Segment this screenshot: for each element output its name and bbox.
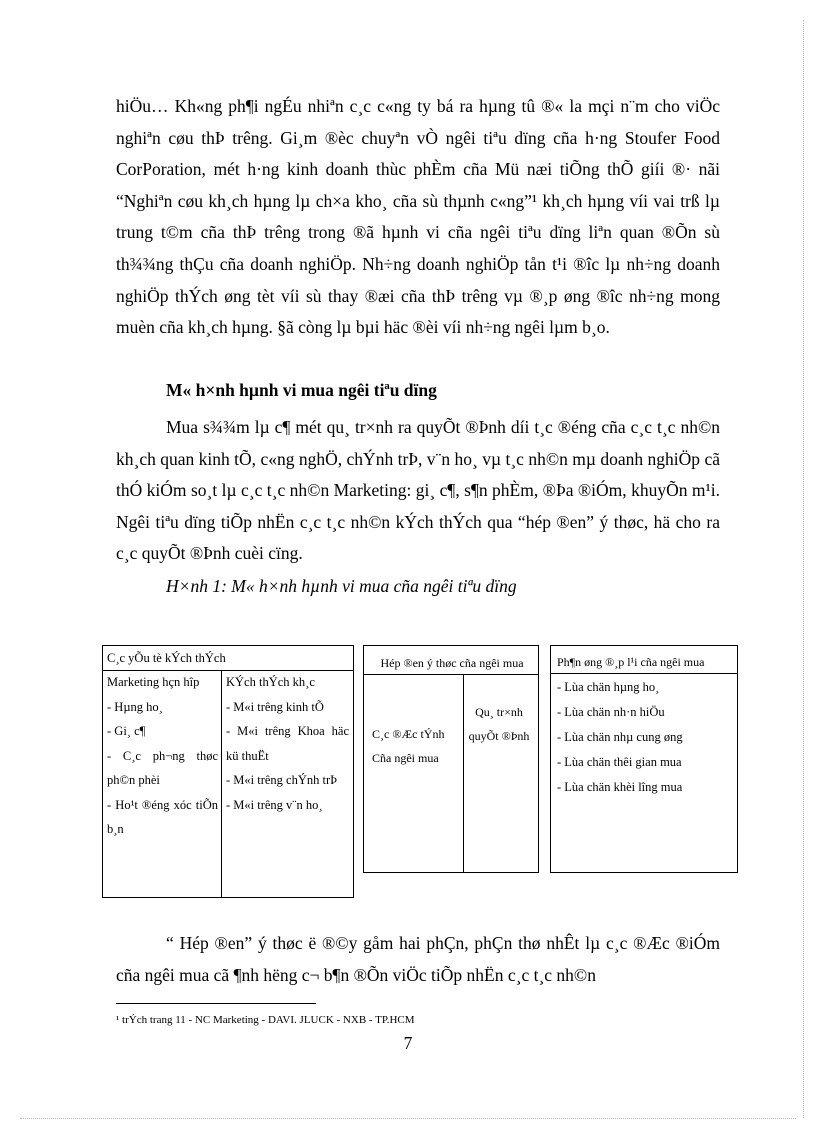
page-border [20, 1118, 796, 1119]
response-list [553, 673, 737, 802]
black-box [363, 645, 539, 873]
footnote-divider [116, 1003, 316, 1004]
page-border [803, 20, 804, 1118]
list-item: - M«i trêng v¨n ho¸ [226, 797, 323, 812]
marketing-mix-column [103, 668, 221, 844]
other-stimuli-column [222, 668, 353, 819]
list-item: Marketing hçn hîp [107, 675, 200, 689]
list-item: - M«i trêng Khoa häc kü thuËt [226, 724, 349, 763]
list-item: - C¸c ph¬ng thøc ph©n phèi [107, 748, 218, 787]
list-item: - M«i trêng chÝnh trÞ [226, 773, 338, 787]
list-item: - Ho¹t ®éng xóc tiÕn b¸n [107, 797, 218, 836]
list-item: - Lùa chän thêi gian mua [557, 755, 682, 769]
stimuli-box [102, 645, 354, 898]
list-item: - Lùa chän khèi lîng mua [557, 780, 683, 794]
decision-process: Qu¸ tr×nh quyÕt ®Þnh [468, 705, 530, 743]
body-paragraph-2: Mua s¾¾m lµ c¶ mét qu¸ tr×nh ra quyÕt ®Þnh díi t¸c ®éng cña c¸c t¸c nh©n kh¸ch quan kinh tÕ, c«ng nghÖ, chÝnh trÞ, v¨n ho¸ vµ t¸c nh©n mµ doanh nghiÖp cã thÓ kiÓm so¸t lµ c¸c t¸c nh©n Marketing: gi¸ c¶, s¶n phÈm, ®Þa ®iÓm, khuyÕn m¹i. Ngêi tiªu dïng tiÕp nhËn c¸c t¸c nh©n kÝch thÝch qua “hép ®en” ý thøc, hä cho ra c¸c quyÕt ®Þnh cuèi cïng. [116, 417, 720, 564]
list-item: - Gi¸ c¶ [107, 724, 146, 738]
stimuli-box-title: C¸c yÕu tè kÝch thÝch [107, 651, 226, 665]
footnote: ¹ trÝch trang 11 - NC Marketing - DAVI. JLUCK - NXB - TP.HCM [116, 1014, 415, 1026]
black-box-title: Hép ®en ý thøc cña ngêi mua [380, 656, 524, 670]
list-item: - Lùa chän nh·n hiÖu [557, 705, 665, 719]
list-item: KÝch thÝch kh¸c [226, 675, 315, 689]
body-paragraph-1: hiÖu… Kh«ng ph¶i ngÉu nhiªn c¸c c«ng ty bá ra hµng tû ®« la mçi n¨m cho viÖc nghiªn cøu thÞ trêng. Gi¸m ®èc chuyªn vÒ ngêi tiªu dïng cña h·ng Stoufer Food CorPoration, mét h·ng kinh doanh thùc phÈm cña Mü næi tiÕng thÕ giíi ®· nãi “Nghiªn cøu kh¸ch hµng lµ ch×a kho¸ cña sù thµnh c«ng”¹ kh¸ch hµng víi vai trß lµ trung t©m cña thÞ trêng trong ®ã hµnh vi cña ngêi tiªu dïng liªn quan ®Õn sù th¾¾ng thÇu cña doanh nghiÖp. Nh÷ng doanh nghiÖp tån t¹i ®îc lµ nh÷ng doanh nghiÖp thÝch øng tèt víi sù thay ®æi cña thÞ trêng vµ ®¸p øng ®îc nh÷ng mong muèn cña kh¸ch hµng. §ã còng lµ bµi häc ®èi víi nh÷ng ngêi lµm b¸o. [116, 96, 720, 338]
buyer-characteristics: C¸c ®Æc tÝnh Cña ngêi mua [372, 727, 445, 765]
response-box-title: Ph¶n øng ®¸p l¹i cña ngêi mua [557, 655, 705, 669]
page-number: 7 [403, 1033, 413, 1053]
divider [364, 674, 538, 675]
list-item: - M«i trêng kinh tÕ [226, 699, 324, 714]
section-heading: M« h×nh hµnh vi mua ngêi tiªu dïng [166, 380, 437, 400]
body-paragraph-3: “ Hép ®en” ý thøc ë ®©y gåm hai phÇn, phÇn thø nhÊt lµ c¸c ®Æc ®iÓm cña ngêi mua cã ¶nh hëng c¬ b¶n ®Õn viÖc tiÕp nhËn c¸c t¸c nh©n [116, 933, 720, 985]
response-box [550, 645, 738, 873]
list-item: - Lùa chän nhµ cung øng [557, 730, 683, 744]
list-item: - Lùa chän hµng ho¸ [557, 680, 660, 694]
figure-caption: H×nh 1: M« h×nh hµnh vi mua cña ngêi tiªu dïng [166, 576, 517, 596]
list-item: - Hµng ho¸ [107, 699, 163, 714]
